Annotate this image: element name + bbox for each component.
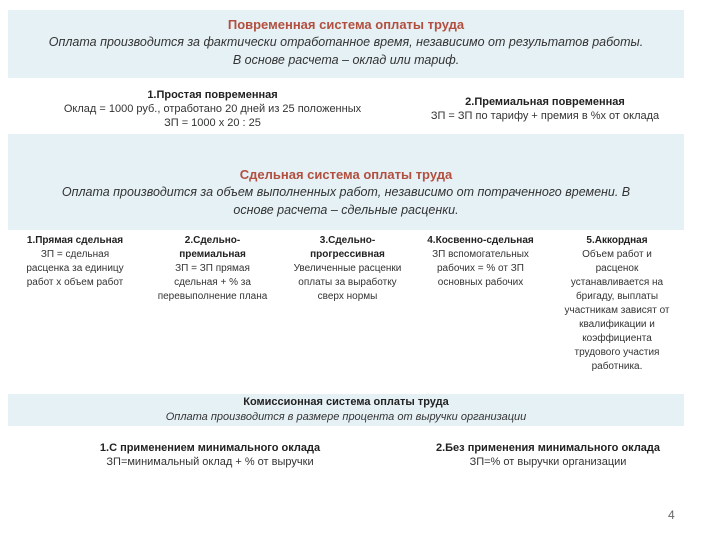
piece-progressive-heading: 3.Сдельно- (319, 235, 376, 246)
time-system-band (8, 10, 684, 78)
piece-premium-text-3: перевыполнение плана (157, 291, 268, 302)
piece-lumpsum-text-2: расценок (595, 263, 639, 274)
commission-system-title: Комиссионная система оплаты труда (243, 396, 449, 408)
piece-lumpsum-text-6: квалификации и (579, 319, 655, 330)
piece-indirect-text-3: основных рабочих (437, 277, 524, 288)
commission-nomin-line1: ЗП=% от выручки организации (469, 456, 627, 468)
piece-lumpsum-text-9: работника. (591, 361, 643, 372)
piece-premium-text-2: сдельная + % за (174, 277, 251, 288)
simple-time-heading: 1.Простая повременная (147, 89, 278, 101)
piece-progressive-text-3: сверх нормы (317, 291, 378, 302)
piece-lumpsum-heading: 5.Аккордная (586, 235, 648, 246)
commission-item-min-salary (60, 441, 360, 469)
piece-premium-heading2: премиальная (179, 249, 246, 260)
premium-time-heading: 2.Премиальная повременная (465, 96, 625, 108)
page-number: 4 (668, 508, 675, 522)
piece-progressive-text-1: Увеличенные расценки (293, 263, 402, 274)
commission-min-line1: ЗП=минимальный оклад + % от выручки (106, 456, 314, 468)
piece-direct-text-1: ЗП = сдельная (40, 249, 110, 260)
piece-direct-text-3: работ х объем работ (26, 277, 124, 288)
piece-lumpsum-text-5: участникам зависят от (564, 305, 670, 316)
piece-premium-text-1: ЗП = ЗП прямая (175, 263, 250, 274)
piece-item-lumpsum (552, 234, 682, 374)
commission-item-no-min-salary (398, 441, 698, 469)
time-system-title: Повременная система оплаты труда (227, 17, 465, 32)
piece-direct-heading: 1.Прямая сдельная (26, 235, 124, 246)
piece-indirect-text-2: рабочих = % от ЗП (437, 263, 524, 274)
premium-time-item (410, 95, 680, 123)
piece-lumpsum-text-4: бригаду, выплаты (575, 291, 659, 302)
piece-indirect-heading: 4.Косвенно-сдельная (427, 235, 534, 246)
piece-lumpsum-text-1: Объем работ и (582, 249, 652, 260)
piece-item-progressive (280, 234, 415, 304)
piece-lumpsum-text-7: коэффициента (582, 333, 652, 344)
piece-system-desc-line1: Оплата производится за объем выполненных работ, независимо от потраченного времени. В (61, 185, 631, 199)
piece-progressive-heading2: прогрессивная (310, 249, 385, 260)
commission-system-band (8, 394, 684, 426)
piece-system-desc-line2: основе расчета – сдельные расценки. (233, 203, 459, 217)
commission-nomin-heading: 2.Без применения минимального оклада (435, 442, 661, 454)
piece-item-indirect (413, 234, 548, 290)
piece-premium-heading: 2.Сдельно- (184, 235, 241, 246)
simple-time-line2: ЗП = 1000 х 20 : 25 (164, 117, 261, 129)
piece-indirect-text-1: ЗП вспомогательных (432, 249, 529, 260)
commission-min-heading: 1.С применением минимального оклада (99, 442, 321, 454)
piece-lumpsum-text-3: устанавливается на (570, 277, 664, 288)
piece-item-direct (10, 234, 140, 290)
premium-time-line1: ЗП = ЗП по тарифу + премия в %х от оклада (430, 110, 660, 122)
piece-progressive-text-2: оплаты за выработку (298, 277, 397, 288)
piece-item-premium (145, 234, 280, 304)
commission-system-desc: Оплата производится в размере процента от выручки организации (165, 411, 527, 423)
piece-system-title: Сдельная система оплаты труда (239, 167, 453, 182)
simple-time-line1: Оклад = 1000 руб., отработано 20 дней из 25 положенных (63, 103, 362, 115)
time-system-desc-line2: В основе расчета – оклад или тариф. (232, 53, 460, 67)
piece-system-band (8, 134, 684, 230)
time-system-desc-line1: Оплата производится за фактически отработанное время, независимо от результатов работы. (48, 35, 644, 49)
simple-time-item (40, 88, 385, 130)
piece-direct-text-2: расценка за единицу (26, 263, 124, 274)
piece-lumpsum-text-8: трудового участия (574, 347, 660, 358)
